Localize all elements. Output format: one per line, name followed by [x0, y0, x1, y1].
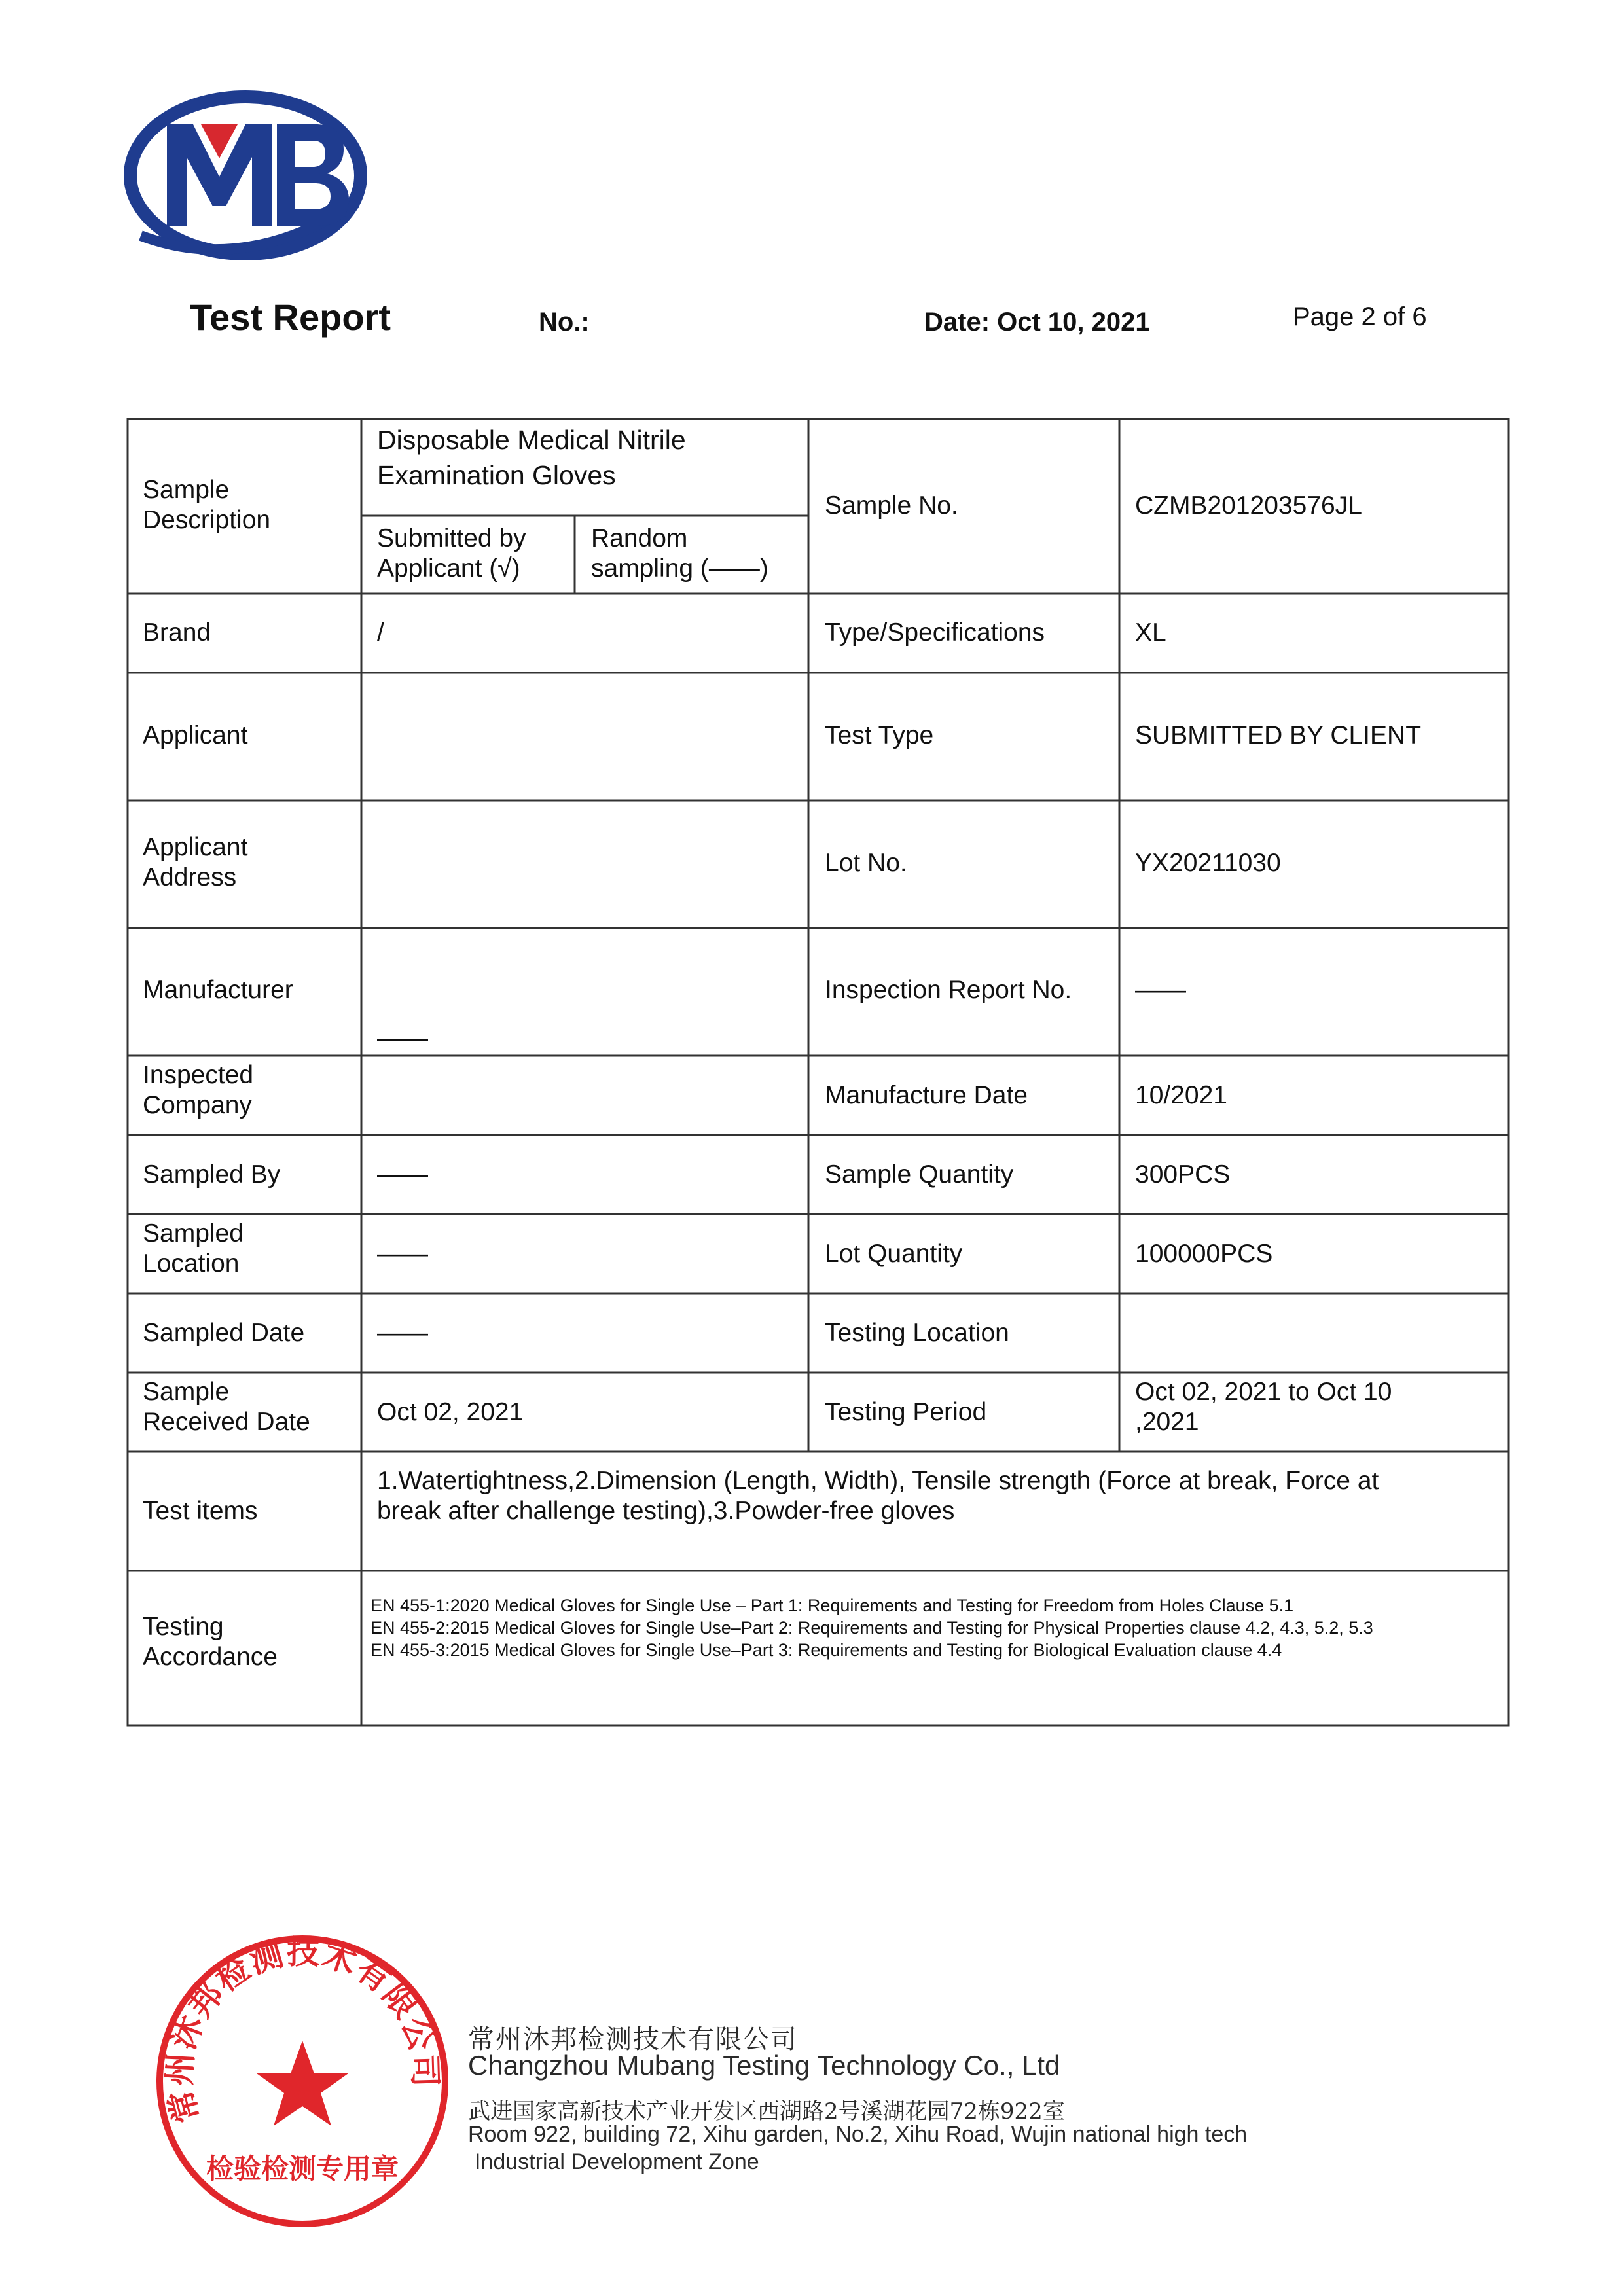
applicant-label: Applicant	[143, 721, 248, 749]
testing-location-label: Testing Location	[825, 1319, 1009, 1347]
brand-value: /	[377, 619, 384, 647]
inspection-report-value: ——	[1135, 976, 1186, 1004]
test-type-label: Test Type	[825, 721, 934, 749]
lot-quantity-label: Lot Quantity	[825, 1240, 963, 1268]
type-specifications-label: Type/Specifications	[825, 619, 1045, 647]
company-name-cn: 常州沐邦检测技术有限公司	[468, 2024, 798, 2054]
brand-label: Brand	[143, 619, 211, 647]
page-indicator: Page 2 of 6	[1293, 302, 1427, 331]
company-seal	[152, 1931, 453, 2232]
sampled-by-value: ——	[377, 1160, 428, 1189]
accordance-line: EN 455-1:2020 Medical Gloves for Single Use – Part 1: Requirements and Testing for Freedom from Holes Clause 5.1	[370, 1596, 1294, 1615]
inspection-report-label: Inspection Report No.	[825, 976, 1072, 1004]
report-date: Date: Oct 10, 2021	[924, 308, 1150, 336]
test-items-label: Test items	[143, 1497, 258, 1525]
inspected-company-label: Inspected Company	[143, 1061, 254, 1119]
sample-received-date-value: Oct 02, 2021	[377, 1398, 524, 1426]
seal-star-icon	[257, 2041, 348, 2126]
sample-description-label: Sample Description	[143, 476, 271, 534]
test-items-value: 1.Watertightness,2.Dimension (Length, Width), Tensile strength (Force at break, Force at break after challenge testing),3.Powder-free gloves	[377, 1467, 1379, 1525]
manufacturer-value: ——	[377, 1024, 428, 1052]
svg-text:常州沐邦检测技术有限公司: 常州沐邦检测技术有限公司	[159, 1932, 445, 2127]
manufacture-date-value: 10/2021	[1135, 1081, 1227, 1109]
random-sampling: Random sampling (——)	[591, 524, 768, 583]
svg-text:检验检测专用章: 检验检测专用章	[206, 2153, 399, 2185]
sample-description-value: Disposable Medical Nitrile Examination Gloves	[377, 425, 686, 490]
company-name-en: Changzhou Mubang Testing Technology Co., Ltd	[468, 2050, 1060, 2081]
sampled-location-value: ——	[377, 1240, 428, 1268]
type-specifications-value: XL	[1135, 619, 1166, 647]
submitted-by-applicant: Submitted by Applicant (√)	[377, 524, 526, 583]
manufacturer-label: Manufacturer	[143, 976, 293, 1004]
sampled-date-label: Sampled Date	[143, 1319, 305, 1347]
testing-accordance-label: Testing Accordance	[143, 1613, 278, 1671]
sample-received-date-label: Sample Received Date	[143, 1378, 310, 1436]
testing-period-label: Testing Period	[825, 1398, 987, 1426]
lot-quantity-value: 100000PCS	[1135, 1240, 1273, 1268]
report-number-label: No.:	[539, 308, 590, 336]
lot-no-value: YX20211030	[1135, 849, 1281, 877]
report-title: Test Report	[190, 296, 391, 338]
lot-no-label: Lot No.	[825, 849, 907, 877]
sample-quantity-value: 300PCS	[1135, 1160, 1231, 1189]
sampled-date-value: ——	[377, 1319, 428, 1347]
applicant-address-label: Applicant Address	[143, 833, 248, 891]
test-type-value: SUBMITTED BY CLIENT	[1135, 721, 1422, 749]
testing-period-value: Oct 02, 2021 to Oct 10 ,2021	[1135, 1378, 1392, 1436]
sample-no-value: CZMB201203576JL	[1135, 492, 1362, 520]
sample-quantity-label: Sample Quantity	[825, 1160, 1014, 1189]
sample-no-label: Sample No.	[825, 492, 958, 520]
accordance-line: EN 455-2:2015 Medical Gloves for Single Use–Part 2: Requirements and Testing for Physical Properties clause 4.2, 4.3, 5.2, 5.3	[370, 1618, 1373, 1638]
manufacture-date-label: Manufacture Date	[825, 1081, 1028, 1109]
company-address-en-line1: Room 922, building 72, Xihu garden, No.2, Xihu Road, Wujin national high tech	[468, 2122, 1248, 2147]
company-address-en-line2: Industrial Development Zone	[475, 2149, 759, 2174]
sampled-by-label: Sampled By	[143, 1160, 281, 1189]
accordance-line: EN 455-3:2015 Medical Gloves for Single Use–Part 3: Requirements and Testing for Biological Evaluation clause 4.4	[370, 1640, 1282, 1660]
company-address-cn: 武进国家高新技术产业开发区西湖路2号溪湖花园72栋922室	[468, 2098, 1065, 2125]
sampled-location-label: Sampled Location	[143, 1219, 244, 1278]
